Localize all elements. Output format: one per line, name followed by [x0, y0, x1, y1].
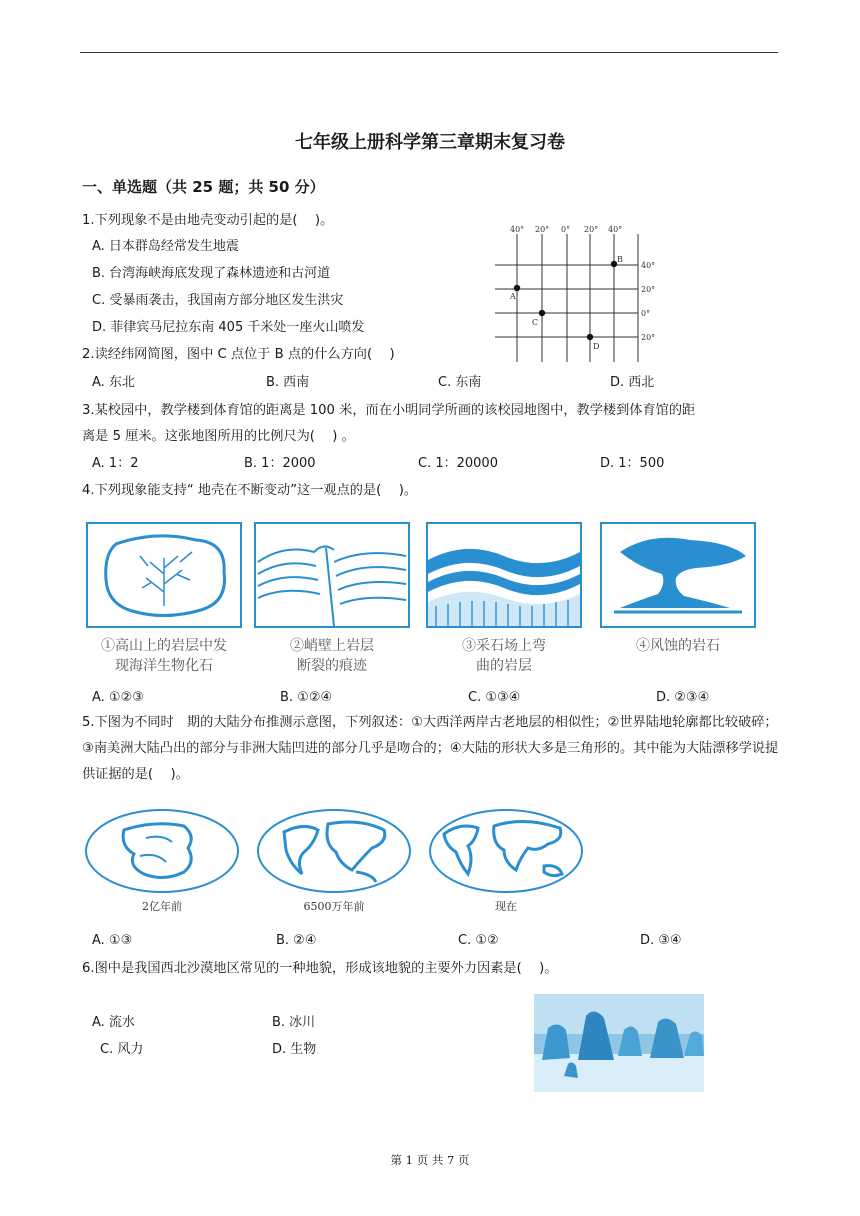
point-a-label: A: [510, 292, 516, 301]
folded-rock-figure: [426, 522, 582, 628]
q1-stem: 1.下列现象不是由地壳变动引起的是( )。: [82, 213, 334, 228]
q3-option-c[interactable]: C. 1：20000: [418, 456, 498, 471]
grid-top-label: 40°: [608, 225, 623, 234]
q3-option-a[interactable]: A. 1：2: [92, 456, 139, 471]
q4-option-b[interactable]: B. ①②④: [280, 690, 333, 705]
map-label-65m: 6500万年前: [303, 900, 365, 913]
grid-right-label: 20°: [641, 285, 656, 294]
point-c-marker: [539, 310, 545, 316]
grid-top-label: 0°: [561, 225, 571, 234]
wind-eroded-rock-figure: [600, 522, 756, 628]
q6-stem: 6.图中是我国西北沙漠地区常见的一种地貌，形成该地貌的主要外力因素是( )。: [82, 961, 558, 976]
q2-option-b[interactable]: B. 西南: [266, 375, 310, 390]
figure-caption-1: ①高山上的岩层中发 现海洋生物化石: [101, 638, 227, 674]
q6-option-d[interactable]: D. 生物: [272, 1042, 317, 1057]
map-present-day: [428, 808, 584, 894]
q4-option-d[interactable]: D. ②③④: [656, 690, 710, 705]
q2-option-d[interactable]: D. 西北: [610, 375, 655, 390]
q1-option-d[interactable]: D. 菲律宾马尼拉东南 405 千米处一座火山喷发: [92, 320, 365, 335]
point-b-label: B: [617, 255, 623, 264]
q2-option-a[interactable]: A. 东北: [92, 375, 135, 390]
point-d-marker: [587, 334, 593, 340]
q5-option-a[interactable]: A. ①③: [92, 933, 133, 948]
point-d-label: D: [593, 342, 600, 351]
q4-stem: 4.下列现象能支持“ 地壳在不断变动”这一观点的是( )。: [82, 483, 418, 498]
q4-option-c[interactable]: C. ①③④: [468, 690, 521, 705]
q2-stem: 2.读经纬网简图，图中 C 点位于 B 点的什么方向( ): [82, 347, 395, 362]
desert-landform-photo: [534, 994, 704, 1092]
figure-caption-2: ②峭壁上岩层 断裂的痕迹: [290, 638, 374, 674]
point-a-marker: [514, 285, 520, 291]
q1-option-b[interactable]: B. 台湾海峡海底发现了森林遗迹和古河道: [92, 266, 331, 281]
map-label-200m: 2亿年前: [142, 900, 182, 913]
grid-top-label: 40°: [510, 225, 525, 234]
q5-stem: 5.下图为不同时 期的大陆分布推测示意图，下列叙述：①大西洋两岸古老地层的相似性；②世界陆地轮廓都比较破碎；③南美洲大陆凸出的部分与非洲大陆凹进的部分几乎是吻合的；④大陆的形状大多是三角形的。其中能为大陆漂移学说提供证据的是( )。: [82, 715, 779, 782]
grid-right-label: 40°: [641, 261, 656, 270]
q3-stem-line1: 3.某校园中，教学楼到体育馆的距离是 100 米，而在小明同学所画的该校园地图中，教学楼到体育馆的距: [82, 403, 696, 418]
grid-right-label: 20°: [641, 333, 656, 342]
grid-right-label: 0°: [641, 309, 651, 318]
header-rule: [80, 52, 778, 53]
q2-option-c[interactable]: C. 东南: [438, 375, 482, 390]
q5-option-c[interactable]: C. ①②: [458, 933, 499, 948]
q4-option-a[interactable]: A. ①②③: [92, 690, 144, 705]
q5-option-b[interactable]: B. ②④: [276, 933, 317, 948]
map-65m-years-ago: [256, 808, 412, 894]
q6-option-b[interactable]: B. 冰川: [272, 1015, 316, 1030]
figure-caption-3: ③采石场上弯 曲的岩层: [462, 638, 546, 674]
q5-option-d[interactable]: D. ③④: [640, 933, 682, 948]
map-200m-years-ago: [84, 808, 240, 894]
q6-option-c[interactable]: C. 风力: [100, 1042, 144, 1057]
q3-option-d[interactable]: D. 1：500: [600, 456, 665, 471]
q6-option-a[interactable]: A. 流水: [92, 1015, 135, 1030]
fossil-figure: [86, 522, 242, 628]
figure-caption-4: ④风蚀的岩石: [636, 638, 720, 654]
section-heading: 一、单选题（共 25 题；共 50 分）: [82, 178, 325, 196]
point-c-label: C: [532, 318, 539, 327]
q1-option-a[interactable]: A. 日本群岛经常发生地震: [92, 239, 239, 254]
q1-option-c[interactable]: C. 受暴雨袭击，我国南方部分地区发生洪灾: [92, 293, 344, 308]
grid-top-label: 20°: [584, 225, 599, 234]
lat-long-grid-figure: [492, 222, 672, 367]
page-footer: 第 1 页 共 7 页: [390, 1153, 470, 1167]
map-label-present: 现在: [495, 900, 517, 913]
q3-option-b[interactable]: B. 1：2000: [244, 456, 316, 471]
cliff-fault-figure: [254, 522, 410, 628]
q3-stem-line2: 离是 5 厘米。这张地图所用的比例尺为( ) 。: [82, 429, 355, 444]
page-title: 七年级上册科学第三章期末复习卷: [295, 132, 565, 153]
grid-top-label: 20°: [535, 225, 550, 234]
